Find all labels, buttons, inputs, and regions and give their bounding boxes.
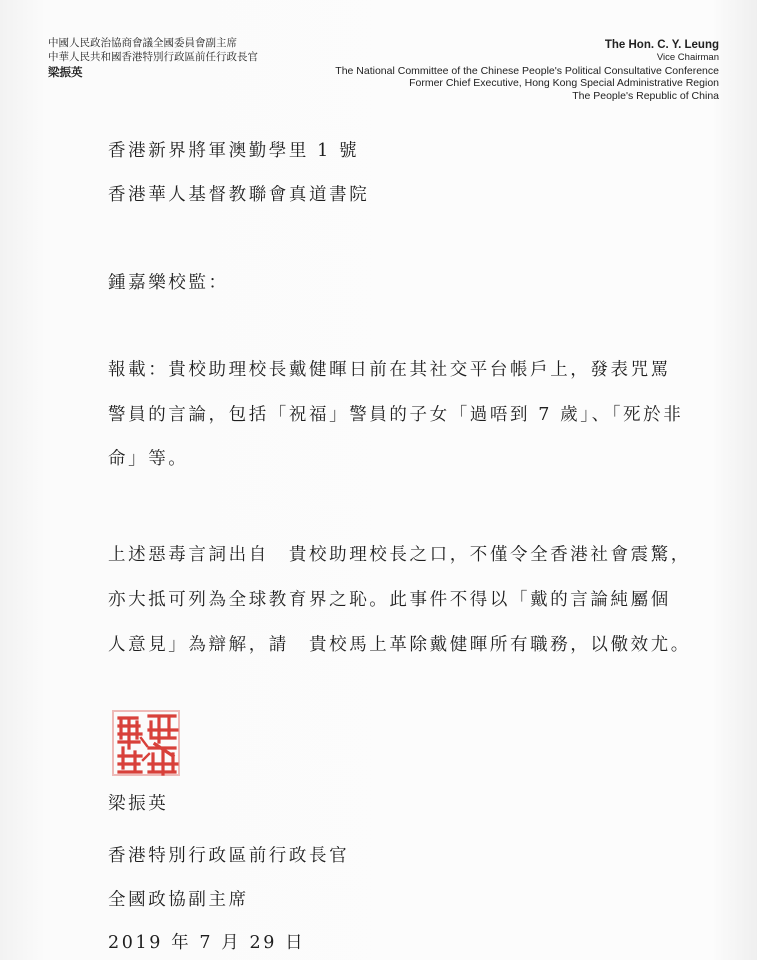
body-p1-line3: 命」等。: [108, 449, 189, 469]
seal-stamp: [111, 708, 183, 778]
letterhead-cn-name: 梁振英: [48, 65, 83, 79]
body-p2-line1: 上述惡毒言詞出自 貴校助理校長之口，不僅令全香港社會震驚，: [108, 545, 691, 565]
signature-date: 2019 年 7 月 29 日: [108, 933, 306, 953]
letterhead-cn-line2: 中華人民共和國香港特別行政區前任行政長官: [48, 51, 258, 63]
letterhead-cn-line1: 中國人民政治協商會議全國委員會副主席: [48, 37, 237, 49]
address-line-1: 香港新界將軍澳勤學里 1 號: [108, 141, 360, 161]
letterhead-chinese: [48, 36, 258, 79]
letterhead-en-line2: Former Chief Executive, Hong Kong Special Administrative Region: [409, 77, 719, 89]
signature-name: 梁振英: [108, 794, 169, 814]
body-p1-line2: 警員的言論，包括「祝福」警員的子女「過唔到 7 歲」、「死於非: [108, 405, 684, 425]
signature-title-2: 全國政協副主席: [108, 890, 249, 910]
letterhead-en-line3: The People's Republic of China: [572, 89, 719, 102]
body-p2-line3: 人意見」為辯解，請 貴校馬上革除戴健暉所有職務，以儆效尤。: [108, 635, 691, 655]
address-line-2: 香港華人基督教聯會真道書院: [108, 185, 370, 205]
salutation: 鍾嘉樂校監：: [108, 273, 229, 293]
letterhead-en-role: Vice Chairman: [656, 52, 719, 63]
letterhead-en-line1: The National Committee of the Chinese People's Political Consultative Conference: [335, 64, 719, 77]
letterhead-english: [335, 39, 719, 102]
body-p2-line2: 亦大抵可列為全球教育界之恥。此事件不得以「戴的言論純屬個: [108, 590, 671, 610]
letterhead-en-title: The Hon. C. Y. Leung: [604, 39, 719, 51]
signature-title-1: 香港特別行政區前行政長官: [108, 846, 350, 866]
body-p1-line1: 報載：貴校助理校長戴健暉日前在其社交平台帳戶上，發表咒罵: [108, 360, 671, 380]
